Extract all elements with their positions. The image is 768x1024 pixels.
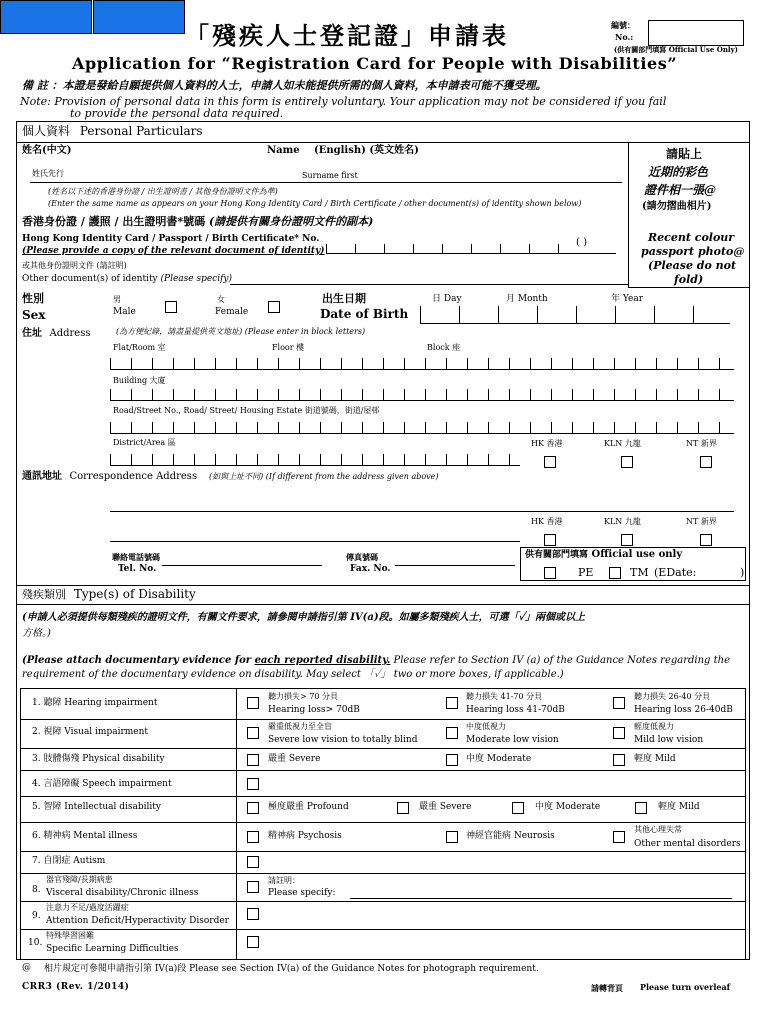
male-en: Male (113, 307, 136, 317)
dob-ticks (420, 306, 694, 324)
note-en1c: Please refer to Section IV (a) of the Guidance Notes regarding the (390, 655, 730, 666)
mental-other-checkbox[interactable] (613, 831, 625, 843)
other-doc-hint: (Please specify) (160, 274, 233, 284)
addr-ticks-2 (110, 389, 720, 400)
corr-kln-label: KLN 九龍 (604, 517, 641, 526)
female-checkbox[interactable] (268, 301, 280, 313)
addr-hk-label: HK 香港 (531, 439, 563, 448)
addr-line-2 (110, 400, 734, 401)
row-line (20, 873, 746, 874)
addr-nt-label: NT 新界 (686, 439, 717, 448)
note-en1b: each reported disability. (254, 655, 391, 666)
row-line (20, 851, 746, 852)
dob-month: 月 Month (506, 294, 548, 304)
dob-zh: 出生日期 (322, 292, 366, 305)
sex-en: Sex (22, 308, 46, 322)
row-10-num: 10. (28, 938, 43, 948)
dob-day: 日 Day (432, 294, 462, 304)
photo-en2: passport photo@ (641, 245, 745, 258)
fax-en: Fax. No. (350, 564, 391, 574)
name-en-hint-en: (English) (314, 145, 366, 156)
id-label-zh-b: (請提供有關身份證明文件的副本) (208, 215, 374, 228)
mental-opt3-zh: 其他心理失常 (634, 825, 682, 834)
block-label: Block 座 (427, 343, 461, 352)
row-line (20, 796, 746, 797)
tm-label: TM (630, 566, 649, 579)
row-4-label: 4. 言語障礙 Speech impairment (32, 779, 172, 789)
visual-opt1-en: Severe low vision to totally blind (268, 735, 418, 745)
fax-zh: 傳真號碼 (346, 552, 378, 562)
dob-year: 年 Year (611, 294, 644, 304)
form-code: CRR3 (Rev. 1/2014) (22, 982, 130, 992)
row-1-label: 1. 聽障 Hearing impairment (32, 698, 158, 708)
footer-photo-note: 相片規定可參閱申請指引第 IV(a)段 Please see Section IV(a) of the Guidance Notes for photograph requirement. (44, 964, 539, 974)
row-9-en: Attention Deficit/Hyperactivity Disorder (46, 916, 229, 926)
street-label: Road/Street No., Road/ Street/ Housing Estate 街道號碼，街道/屋邨 (113, 406, 380, 415)
note-en-line2: to provide the personal data required. (70, 107, 284, 120)
district-label: District/Area 區 (113, 438, 176, 447)
photo-zh4: (請勿摺曲相片) (642, 201, 712, 212)
addr-label-zh: 住址 (22, 328, 42, 339)
adhd-checkbox[interactable] (247, 908, 259, 920)
note-zh: 備 註 ：本證是發給自願提供個人資料的人士，申請人如未能提供所需的個人資料，本申請表可能不獲受理。 (22, 79, 547, 92)
corr-label (22, 472, 197, 482)
corr-nt-label: NT 新界 (686, 517, 717, 526)
specify-line[interactable] (350, 898, 732, 899)
photo-zh1: 請貼上 (666, 147, 703, 161)
divider (16, 585, 750, 586)
other-doc-en (22, 275, 232, 284)
mental-psychosis-checkbox[interactable] (247, 831, 259, 843)
turn-en: Please turn overleaf (640, 982, 731, 992)
addr-label (22, 329, 90, 339)
id-number-line (326, 253, 616, 254)
speech-checkbox[interactable] (247, 778, 259, 790)
visual-opt1-zh: 嚴重低視力至全盲 (268, 722, 332, 731)
row-10-en: Specific Learning Difficulties (46, 944, 179, 954)
other-doc-en-text: Other document(s) of identity (22, 274, 158, 284)
note-en-line1: Note: Provision of personal data in this form is entirely voluntary. Your application may not be considered if you fail (20, 95, 667, 108)
row-9-num: 9. (32, 911, 41, 921)
name-en-hint (314, 146, 419, 156)
surname-first-en: Surname first (302, 171, 358, 180)
addr-kln-label: KLN 九龍 (604, 439, 641, 448)
official-number-field[interactable] (648, 20, 744, 46)
same-name-en: (Enter the same name as appears on your Hong Kong Identity Card / Birth Certificate / other document(s) of identity shown below) (48, 199, 582, 208)
id-label-en: Hong Kong Identity Card / Passport / Birth Certificate* No. (22, 234, 320, 244)
id-check-digit[interactable]: ( ) (576, 237, 587, 248)
official-use-label (525, 550, 682, 560)
floor-label: Floor 樓 (272, 343, 305, 352)
addr-ticks-1 (110, 358, 720, 369)
row-10-zh: 特殊學習困難 (46, 931, 94, 940)
edate-label: (EDate: (654, 566, 697, 579)
female-zh: 女 (217, 295, 225, 304)
hearing-opt3-zh: 聽力損失 26-40 分貝 (634, 692, 711, 701)
physical-mild-checkbox[interactable] (613, 754, 625, 766)
row-6-label: 6. 精神病 Mental illness (32, 831, 138, 841)
other-doc-line (230, 284, 628, 285)
corr-nt-checkbox[interactable] (700, 534, 712, 546)
title-zh: 「殘疾人士登記證」申請表 (185, 21, 509, 50)
intellectual-opt4: 輕度 Mild (658, 802, 700, 812)
sld-checkbox[interactable] (247, 936, 259, 948)
name-zh-label: 姓名(中文) (22, 145, 72, 156)
name-en-label: Name (267, 145, 300, 156)
disability-note-en2: requirement of the documentary evidence on disability. May select 「✓」 two or more boxes, if applicable.) (22, 669, 564, 680)
physical-severe-checkbox[interactable] (247, 754, 259, 766)
other-doc-zh: 或其他身份證明文件 (請註明) (22, 261, 127, 270)
addr-line-1 (110, 369, 734, 370)
row-3-label: 3. 肢體傷殘 Physical disability (32, 754, 165, 764)
mental-opt2: 神經官能病 Neurosis (466, 831, 555, 841)
corr-label-zh: 通訊地址 (22, 471, 62, 482)
personal-heading-en: Personal Particulars (79, 124, 203, 138)
visual-opt3-zh: 輕度低視力 (634, 722, 674, 731)
corr-hk-checkbox[interactable] (544, 534, 556, 546)
disability-heading-zh: 殘疾類別 (22, 588, 66, 601)
hearing-opt1-zh: 聽力損失> 70 分貝 (268, 692, 338, 701)
intellectual-profound-checkbox[interactable] (247, 802, 259, 814)
intellectual-opt3: 中度 Moderate (535, 802, 601, 812)
row-line (20, 770, 746, 771)
sex-zh: 性別 (22, 292, 44, 305)
row-8-spec-zh: 請註明： (268, 876, 300, 885)
addr-ticks-4 (110, 454, 510, 465)
corr-line-1 (110, 511, 734, 512)
addr-line-4 (110, 465, 520, 466)
photo-zh3: 證件相一張@ (644, 183, 717, 197)
corr-hk-label: HK 香港 (531, 517, 563, 526)
name-line (30, 182, 622, 183)
title-en: Application for “Registration Card for People with Disabilities” (72, 54, 678, 73)
pe-label: PE (578, 566, 594, 579)
male-checkbox[interactable] (165, 301, 177, 313)
addr-hint-zh: (為方便紀錄，請盡量提供英文地址) (116, 327, 243, 336)
physical-opt3: 輕度 Mild (634, 754, 676, 764)
edate-close: ) (740, 566, 745, 579)
row-line (20, 929, 746, 930)
visual-opt3-en: Mild low vision (634, 735, 704, 745)
row-7-label: 7. 自閉症 Autism (32, 856, 106, 866)
intellectual-severe-checkbox[interactable] (397, 802, 409, 814)
visual-opt2-en: Moderate low vision (466, 735, 559, 745)
tel-line (162, 565, 322, 566)
tm-checkbox[interactable] (609, 567, 621, 579)
hearing-moderate-checkbox[interactable] (446, 697, 458, 709)
fax-line (395, 565, 515, 566)
row-2-label: 2. 視障 Visual impairment (32, 727, 149, 737)
visual-severe-checkbox[interactable] (247, 727, 259, 739)
tel-en: Tel. No. (118, 564, 157, 574)
building-label: Building 大廈 (113, 376, 166, 385)
corner-blue-box-left (0, 0, 92, 34)
row-line (20, 901, 746, 902)
visual-opt2-zh: 中度低視力 (466, 722, 506, 731)
disability-note-zh2: 方格。) (22, 628, 51, 639)
addr-line-3 (110, 433, 734, 434)
photo-en3: (Please do not (648, 259, 737, 272)
turn-zh: 請轉背頁 (591, 983, 623, 993)
visual-mild-checkbox[interactable] (613, 727, 625, 739)
disability-note-zh1: (申請人必須提供每類殘疾的證明文件，有關文件要求，請參閱申請指引第 IV(a)段。如屬多類殘疾人士，可選「✓」兩個或以上 (22, 612, 586, 623)
disability-heading (22, 588, 196, 600)
addr-hk-checkbox[interactable] (544, 456, 556, 468)
intellectual-opt1: 極度嚴重 Profound (268, 802, 349, 812)
corr-line-2 (110, 541, 520, 542)
corner-blue-box-right (93, 0, 185, 34)
hearing-opt1-en: Hearing loss> 70dB (268, 705, 360, 715)
row-8-spec-en: Please specify: (268, 888, 336, 898)
id-number-ticks (326, 244, 559, 253)
row-8-en: Visceral disability/Chronic illness (46, 888, 199, 898)
row-9-zh: 注意力不足/過度活躍症 (46, 903, 129, 912)
footer-at: @ (22, 963, 31, 973)
table-col-divider (236, 688, 237, 960)
visceral-checkbox[interactable] (247, 881, 259, 893)
intellectual-moderate-checkbox[interactable] (512, 802, 524, 814)
official-use-en: Official use only (591, 549, 683, 560)
dob-en: Date of Birth (320, 307, 409, 321)
physical-moderate-checkbox[interactable] (446, 754, 458, 766)
hearing-severe-checkbox[interactable] (247, 697, 259, 709)
addr-nt-checkbox[interactable] (700, 456, 712, 468)
same-name-zh: (姓名以下述的香港身份證 / 出生證明書 / 其他身份證明文件為準) (48, 187, 278, 196)
addr-kln-checkbox[interactable] (621, 456, 633, 468)
autism-checkbox[interactable] (247, 856, 259, 868)
row-5-label: 5. 智障 Intellectual disability (32, 802, 161, 812)
flat-label: Flat/Room 室 (113, 343, 166, 352)
hearing-opt3-en: Hearing loss 26-40dB (634, 705, 733, 715)
row-line (20, 748, 746, 749)
hearing-mild-checkbox[interactable] (613, 697, 625, 709)
name-en-hint-zh: (英文姓名) (369, 145, 419, 156)
physical-opt2: 中度 Moderate (466, 754, 532, 764)
intellectual-mild-checkbox[interactable] (635, 802, 647, 814)
corr-kln-checkbox[interactable] (621, 534, 633, 546)
visual-moderate-checkbox[interactable] (446, 727, 458, 739)
hearing-opt2-en: Hearing loss 41-70dB (466, 705, 565, 715)
addr-hint (116, 328, 365, 336)
addr-hint-en: (Please enter in block letters) (244, 327, 366, 336)
divider (16, 604, 750, 605)
official-use-zh: 供有關部門填寫 (525, 550, 589, 560)
tel-zh: 聯絡電話號碼 (112, 552, 160, 562)
photo-zh2: 近期的彩色 (648, 165, 709, 179)
addr-label-en: Address (49, 328, 91, 339)
row-8-zh: 器官殘障/長期病患 (46, 875, 113, 884)
female-en: Female (215, 307, 249, 317)
surname-first-zh: 姓氏先行 (32, 169, 64, 178)
addr-ticks-3 (110, 422, 720, 433)
official-use-only: (供有關部門填寫 Official Use Only) (614, 45, 738, 54)
male-zh: 男 (113, 295, 121, 304)
note-en1a: (Please attach documentary evidence for (22, 655, 255, 666)
personal-heading-zh: 個人資料 (22, 124, 71, 138)
id-label-zh (22, 216, 373, 227)
id-label-zh-a: 香港身份證 / 護照 / 出生證明書*號碼 (22, 215, 206, 228)
row-line (20, 822, 746, 823)
intellectual-opt2: 嚴重 Severe (419, 802, 472, 812)
mental-opt3-en: Other mental disorders (634, 839, 741, 849)
row-line (20, 719, 746, 720)
physical-opt1: 嚴重 Severe (268, 754, 321, 764)
no-label-zh: 編號： (611, 20, 635, 30)
photo-en1: Recent colour (648, 231, 735, 244)
disability-note-en1 (22, 656, 730, 666)
photo-en4: fold) (674, 273, 704, 286)
mental-neurosis-checkbox[interactable] (446, 831, 458, 843)
disability-heading-en: Type(s) of Disability (73, 587, 196, 601)
pe-checkbox[interactable] (544, 567, 556, 579)
no-label-en: No.: (615, 32, 634, 42)
personal-heading (22, 125, 203, 137)
id-copy-note: (Please provide a copy of the relevant document of identity) (22, 246, 325, 256)
hearing-opt2-zh: 聽力損失 41-70 分貝 (466, 692, 543, 701)
mental-opt1: 精神病 Psychosis (268, 831, 342, 841)
corr-hint: (如與上址不同) (If different from the address given above) (209, 472, 439, 481)
row-8-num: 8. (32, 885, 41, 895)
corr-label-en: Correspondence Address (69, 471, 198, 482)
